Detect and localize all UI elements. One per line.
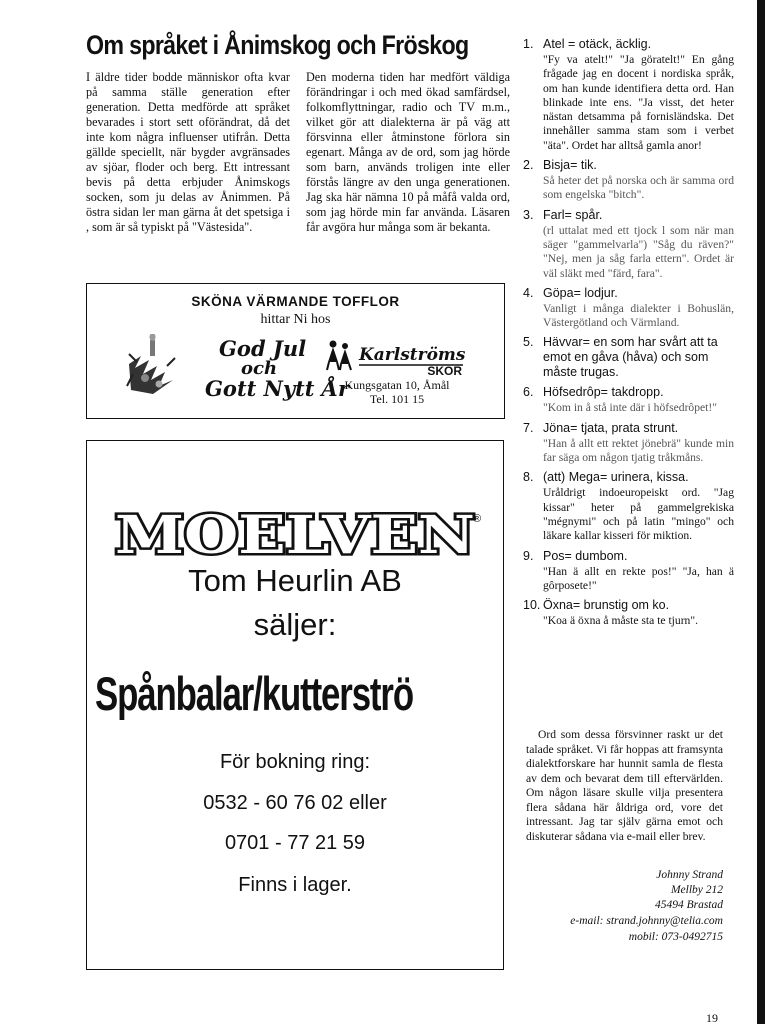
- moelven-logo: [107, 511, 483, 559]
- article-paragraph-1: I äldre tider bodde människor ofta kvar på samma ställe generation efter generation. Detta medförde att språket bevarades i stort sett oförändrat, då det inte kom några influenser utifrån. Detta gällde speciellt, när bygder avgränsades av sjöar, floder och berg. Ett intressant bevis på detta erbjuder Ånimskogs socken, som ju delas av Ånimmen. På östra sidan ler man gärna åt det spetsiga i , som är så typiskt på "Västesida".: [86, 70, 290, 234]
- item-number: 2.: [523, 158, 534, 173]
- item-term: Jöna= tjata, prata strunt.: [543, 420, 679, 435]
- christmas-branch-icon: [123, 334, 179, 400]
- item-term: Göpa= lodjur.: [543, 285, 618, 300]
- stock-status: Finns i lager.: [238, 874, 352, 896]
- shop-logo: [325, 336, 465, 376]
- list-item: [520, 470, 734, 543]
- shop-address-block: [323, 378, 471, 406]
- list-item: [520, 158, 734, 203]
- item-number: 6.: [523, 385, 534, 400]
- author-name: Johnny Strand: [656, 869, 723, 881]
- list-item: [520, 37, 734, 153]
- item-description: Uråldrigt indoeuropeiskt ord. "Jag kissar" heter på gammelgrekiska "mégnymi" och på latin "mingo" och läkare kallar kisseri för miktion.: [543, 486, 734, 543]
- shop-skor-word: SKOR: [427, 364, 462, 376]
- item-description: Så heter det på norska och är samma ord som engelska "bitch".: [543, 174, 734, 202]
- tofflor-subheading: hittar Ni hos: [260, 312, 331, 327]
- shop-script-name: Karlströms: [359, 345, 465, 365]
- item-number: 8.: [523, 470, 534, 485]
- list-item: [520, 598, 734, 628]
- item-number: 1.: [523, 37, 534, 51]
- greeting-line-2: och: [241, 358, 278, 379]
- article-column-2: [306, 70, 510, 235]
- item-term: Farl= spår.: [543, 207, 603, 222]
- phone-number-2: 0701 - 77 21 59: [224, 832, 366, 854]
- item-term: Höfsedrôp= takdropp.: [543, 385, 664, 400]
- item-description: "Han ä allt en rekte pos!" "Ja, han ä gôrposete!": [543, 564, 734, 592]
- item-term: Öxna= brunstig om ko.: [543, 598, 670, 613]
- list-item: [520, 385, 734, 415]
- item-term: Pos= dumbom.: [543, 548, 628, 563]
- list-item: [520, 286, 734, 331]
- tofflor-advertisement: [86, 283, 505, 419]
- author-email: e-mail: strand.johnny@telia.com: [570, 915, 723, 927]
- item-description: "Koa ä öxna å måste sta te tjurn".: [543, 614, 698, 628]
- list-item: [520, 208, 734, 281]
- item-number: 9.: [523, 548, 534, 563]
- shop-phone: Tel. 101 15: [369, 392, 425, 406]
- booking-label: För bokning ring:: [219, 751, 371, 773]
- article-column-1: [86, 70, 290, 235]
- item-description: (rl uttalat med ett tjock l som när man säger "gammelvarla") "Såg du räven?" "Nej, men ja såg farla ettern". Ordet är väl släkt med "färd, fara".: [543, 223, 734, 280]
- company-name: Tom Heurlin AB: [188, 563, 402, 598]
- moelven-logo-text: MOELVEN: [115, 511, 476, 559]
- registered-mark: ®: [473, 513, 482, 525]
- list-item: [520, 335, 734, 380]
- author-mobile: mobil: 073-0492715: [628, 931, 723, 943]
- item-term: Bisja= tik.: [543, 158, 597, 173]
- moelven-advertisement: [86, 440, 504, 970]
- article-paragraph-2: Den moderna tiden har medfört väldiga förändringar i och med ökad samfärdsel, folkomflyttningar, radio och TV m.m., vilket gör att dialekterna är på väg att försvinna eller åtminstone förlora sin egenart. Många av de ord, som jag hörde som barn, används troligen inte eller förstås längre av den unga generationen. Jag ska här nämna 10 på måfå valda ord, som jag hörde min far använda. Läsaren får avgöra hur många som är bekanta.: [306, 70, 510, 234]
- item-description: "Fy va atelt!" "Ja göratelt!" En gång frågade jag en docent i nordiska språk, om han kunde identifiera detta ord. Han blinkade inte ens. "Ja visst, det heter nästan detsamma på fornisländska. Det innehåller samma stam som i verbet "äta". Ordet har alltså gamla anor!: [543, 53, 734, 152]
- product-name: Spånbalar/kutterströ: [95, 667, 413, 720]
- item-term: Atel = otäck, äcklig.: [543, 37, 652, 51]
- dialect-word-list: [520, 37, 734, 633]
- page-edge: [757, 0, 765, 1024]
- sells-label: säljer:: [253, 607, 337, 642]
- closing-paragraph: Ord som dessa försvinner raskt ur det talade språket. Vi får hoppas att framsynta dialektforskare har hunnit samla de flesta av dem och bevarat dem till eftervärlden. Om någon läsare skulle vilja presentera flera sådana här åldriga ord, vore det intressant. Jag tar själv gärna emot och diskuterar sådana via e-mail eller brev.: [526, 728, 723, 843]
- item-description: "Han å allt ett rektet jönebrä" kunde min far säga om någon tjatig tråkmåns.: [543, 436, 734, 465]
- author-street: Mellby 212: [670, 884, 723, 896]
- item-number: 5.: [523, 335, 534, 350]
- greeting-line-1: God Jul: [219, 336, 307, 361]
- list-item: [520, 421, 734, 466]
- item-number: 10.: [523, 598, 541, 613]
- item-term: (att) Mega= urinera, kissa.: [543, 470, 689, 485]
- author-postal: 45494 Brastad: [654, 899, 723, 911]
- item-term: Hävvar= en som har svårt att ta emot en gåva (håva) och som måste trugas.: [543, 335, 718, 380]
- page-number: 19: [706, 1011, 718, 1025]
- item-description: Vanligt i många dialekter i Bohuslän, Västergötland och Värmland.: [543, 301, 734, 330]
- item-number: 3.: [523, 207, 534, 222]
- greeting-line-3: Gott Nytt År: [205, 376, 350, 401]
- item-description: "Kom in å stå inte där i höfsedrôpet!": [543, 401, 717, 415]
- item-number: 7.: [523, 420, 534, 435]
- list-item: [520, 549, 734, 594]
- shop-address: Kungsgatan 10, Åmål: [344, 378, 450, 392]
- tofflor-heading: SKÖNA VÄRMANDE TOFFLOR: [191, 294, 400, 309]
- article-title: Om språket i Ånimskog och Fröskog: [86, 30, 469, 60]
- item-number: 4.: [523, 285, 534, 300]
- phone-number-1: 0532 - 60 76 02 eller: [203, 792, 387, 814]
